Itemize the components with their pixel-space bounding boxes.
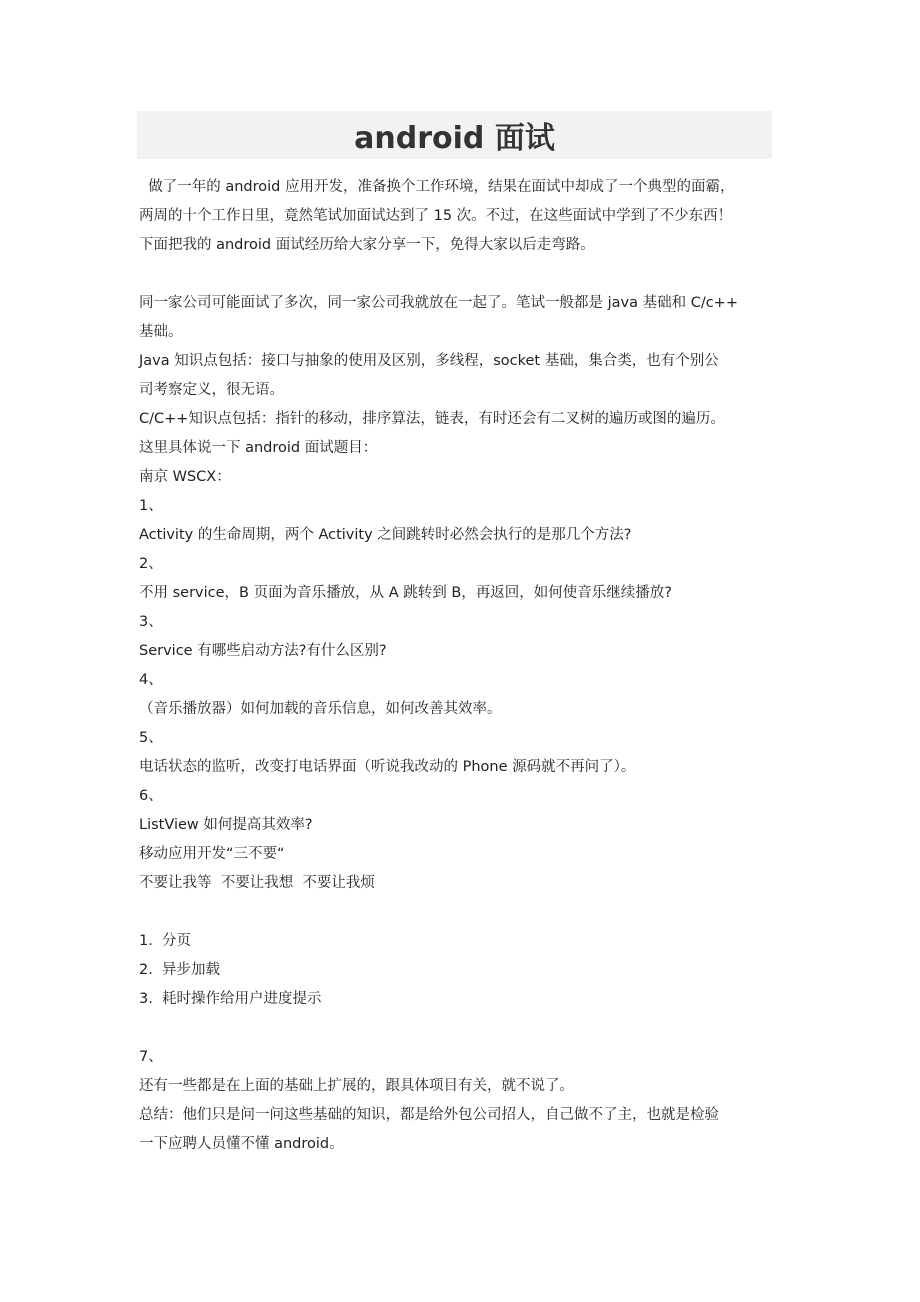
text-line: 总结：他们只是问一问这些基础的知识，都是给外包公司招人，自己做不了主，也就是检验	[139, 1107, 719, 1123]
text-line: 4、	[139, 672, 163, 688]
text-line: 司考察定义，很无语。	[139, 382, 284, 398]
text-line: ListView 如何提高其效率?	[139, 817, 313, 833]
text-line: 不用 service，B 页面为音乐播放，从 A 跳转到 B，再返回，如何使音乐继续播放?	[139, 585, 672, 601]
text-line: 两周的十个工作日里，竟然笔试加面试达到了 15 次。不过，在这些面试中学到了不少东西！	[139, 208, 733, 224]
text-line: 这里具体说一下 android 面试题目：	[139, 440, 378, 456]
blank-line	[139, 260, 789, 289]
text-line: 3. 耗时操作给用户进度提示	[139, 991, 322, 1007]
text-line: 3、	[139, 614, 163, 630]
text-line: 2. 异步加载	[139, 962, 221, 978]
text-line: 一下应聘人员懂不懂 android。	[139, 1136, 344, 1152]
text-line: 做了一年的 android 应用开发，准备换个工作环境，结果在面试中却成了一个典型的面霸，	[139, 179, 735, 195]
text-line: 基础。	[139, 324, 183, 340]
text-line: 同一家公司可能面试了多次，同一家公司我就放在一起了。笔试一般都是 java 基础和 C/c++	[139, 295, 738, 311]
text-line: 南京 WSCX：	[139, 469, 231, 485]
text-line: Java 知识点包括：接口与抽象的使用及区别，多线程，socket 基础，集合类，也有个别公	[139, 353, 719, 369]
text-line: 1、	[139, 498, 163, 514]
text-line: Activity 的生命周期，两个 Activity 之间跳转时必然会执行的是那几个方法?	[139, 527, 632, 543]
title-banner	[137, 111, 772, 159]
text-line: 1. 分页	[139, 933, 192, 949]
text-line: C/C++知识点包括：指针的移动，排序算法，链表，有时还会有二叉树的遍历或图的遍历。	[139, 411, 725, 427]
text-line: 5、	[139, 730, 163, 746]
text-line: 还有一些都是在上面的基础上扩展的，跟具体项目有关，就不说了。	[139, 1078, 574, 1094]
text-line: 6、	[139, 788, 163, 804]
text-line: 下面把我的 android 面试经历给大家分享一下，免得大家以后走弯路。	[139, 237, 595, 253]
text-line: （音乐播放器）如何加载的音乐信息，如何改善其效率。	[139, 701, 502, 717]
blank-line	[139, 898, 789, 927]
document-body	[139, 173, 789, 1159]
text-line: 电话状态的监听，改变打电话界面（听说我改动的 Phone 源码就不再问了）。	[139, 759, 636, 775]
blank-line	[139, 1014, 789, 1043]
text-line: Service 有哪些启动方法?有什么区别?	[139, 643, 387, 659]
text-line: 2、	[139, 556, 163, 572]
text-line: 移动应用开发“三不要“	[139, 846, 285, 862]
text-line: 不要让我等 不要让我想 不要让我烦	[139, 875, 375, 891]
text-line: 7、	[139, 1049, 163, 1065]
page-title: android 面试	[354, 121, 555, 156]
